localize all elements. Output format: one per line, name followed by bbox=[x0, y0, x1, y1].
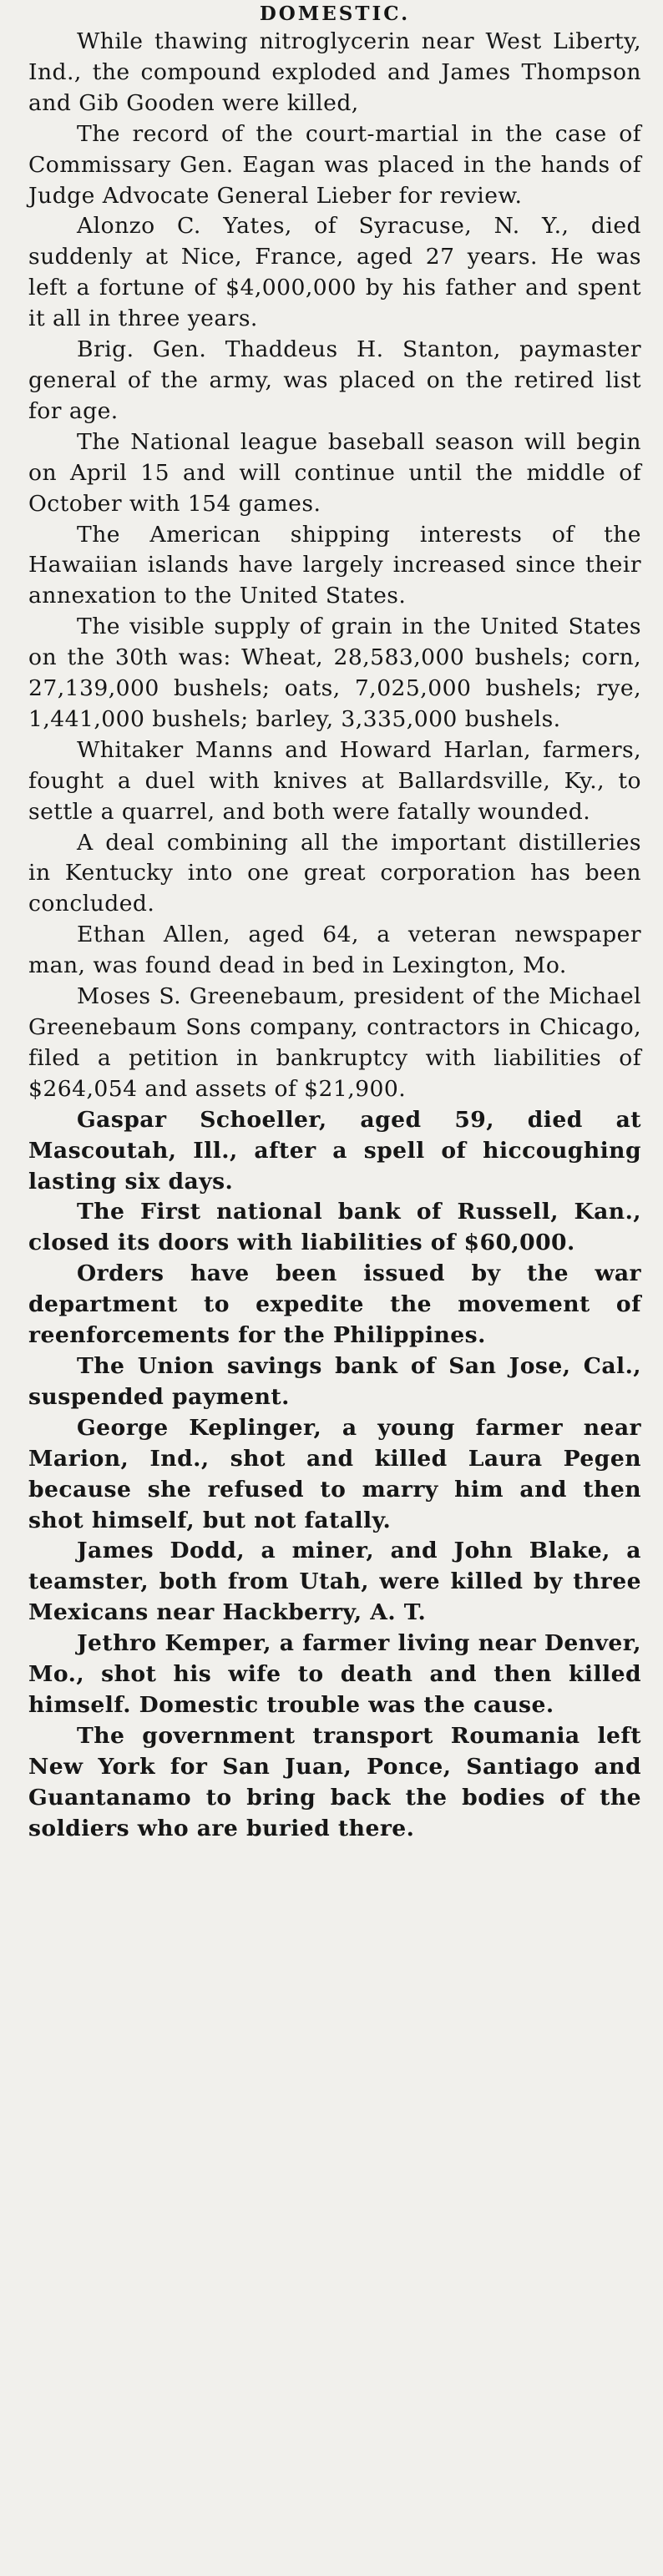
news-item-yates: Alonzo C. Yates, of Syracuse, N. Y., died suddenly at Nice, France, aged 27 years. He was left a fortune of $4,000,000 by his father and spent it all in three years. bbox=[28, 213, 641, 332]
news-item-schoeller: Gaspar Schoeller, aged 59, died at Mascoutah, Ill., after a spell of hiccoughing lasting six days. bbox=[28, 1106, 641, 1195]
news-item-grain-supply: The visible supply of grain in the United States on the 30th was: Wheat, 28,583,000 bushels; corn, 27,139,000 bushels; oats, 7,025,000 bushels; rye, 1,441,000 bushels; barley, 3,335,000 bushels. bbox=[28, 614, 641, 732]
news-item-nitroglycerin: While thawing nitroglycerin near West Liberty, Ind., the compound exploded and James Thompson and Gib Gooden were killed, bbox=[28, 28, 641, 116]
news-item-distilleries: A deal combining all the important distilleries in Kentucky into one great corporation has been concluded. bbox=[28, 829, 641, 917]
news-item-duel: Whitaker Manns and Howard Harlan, farmers, fought a duel with knives at Ballardsville, Ky., to settle a quarrel, and both were fatally wounded. bbox=[28, 736, 641, 825]
news-item-baseball: The National league baseball season will begin on April 15 and will continue until the middle of October with 154 games. bbox=[28, 428, 641, 517]
news-item-dodd-blake: James Dodd, a miner, and John Blake, a teamster, both from Utah, were killed by three Mexicans near Hackberry, A. T. bbox=[28, 1538, 641, 1626]
news-item-keplinger: George Keplinger, a young farmer near Marion, Ind., shot and killed Laura Pegen because she refused to marry him and then shot himself, but not fatally. bbox=[28, 1414, 641, 1533]
news-item-court-martial: The record of the court-martial in the case of Commissary Gen. Eagan was placed in the hands of Judge Advocate General Lieber for review. bbox=[28, 120, 641, 209]
news-item-san-jose-bank: The Union savings bank of San Jose, Cal., suspended payment. bbox=[28, 1352, 641, 1410]
news-item-kemper: Jethro Kemper, a farmer living near Denver, Mo., shot his wife to death and then killed himself. Domestic trouble was the cause. bbox=[28, 1630, 641, 1718]
section-heading: DOMESTIC. bbox=[259, 3, 411, 25]
news-item-russell-bank: The First national bank of Russell, Kan., closed its doors with liabilities of $60,000. bbox=[28, 1199, 641, 1256]
news-item-war-department: Orders have been issued by the war department to expedite the movement of reenforcements for the Philippines. bbox=[28, 1260, 641, 1349]
news-item-stanton: Brig. Gen. Thaddeus H. Stanton, paymaster general of the army, was placed on the retired list for age. bbox=[28, 336, 641, 424]
news-item-hawaiian-shipping: The American shipping interests of the Hawaiian islands have largely increased since their annexation to the United States. bbox=[28, 521, 641, 609]
news-item-greenebaum: Moses S. Greenebaum, president of the Michael Greenebaum Sons company, contractors in Chicago, filed a petition in bankruptcy with liabilities of $264,054 and assets of $21,900. bbox=[28, 983, 641, 1102]
news-item-roumania: The government transport Roumania left New York for San Juan, Ponce, Santiago and Guantanamo to bring back the bodies of the soldiers who are buried there. bbox=[28, 1722, 641, 1841]
news-item-ethan-allen: Ethan Allen, aged 64, a veteran newspaper man, was found dead in bed in Lexington, Mo. bbox=[28, 922, 641, 979]
